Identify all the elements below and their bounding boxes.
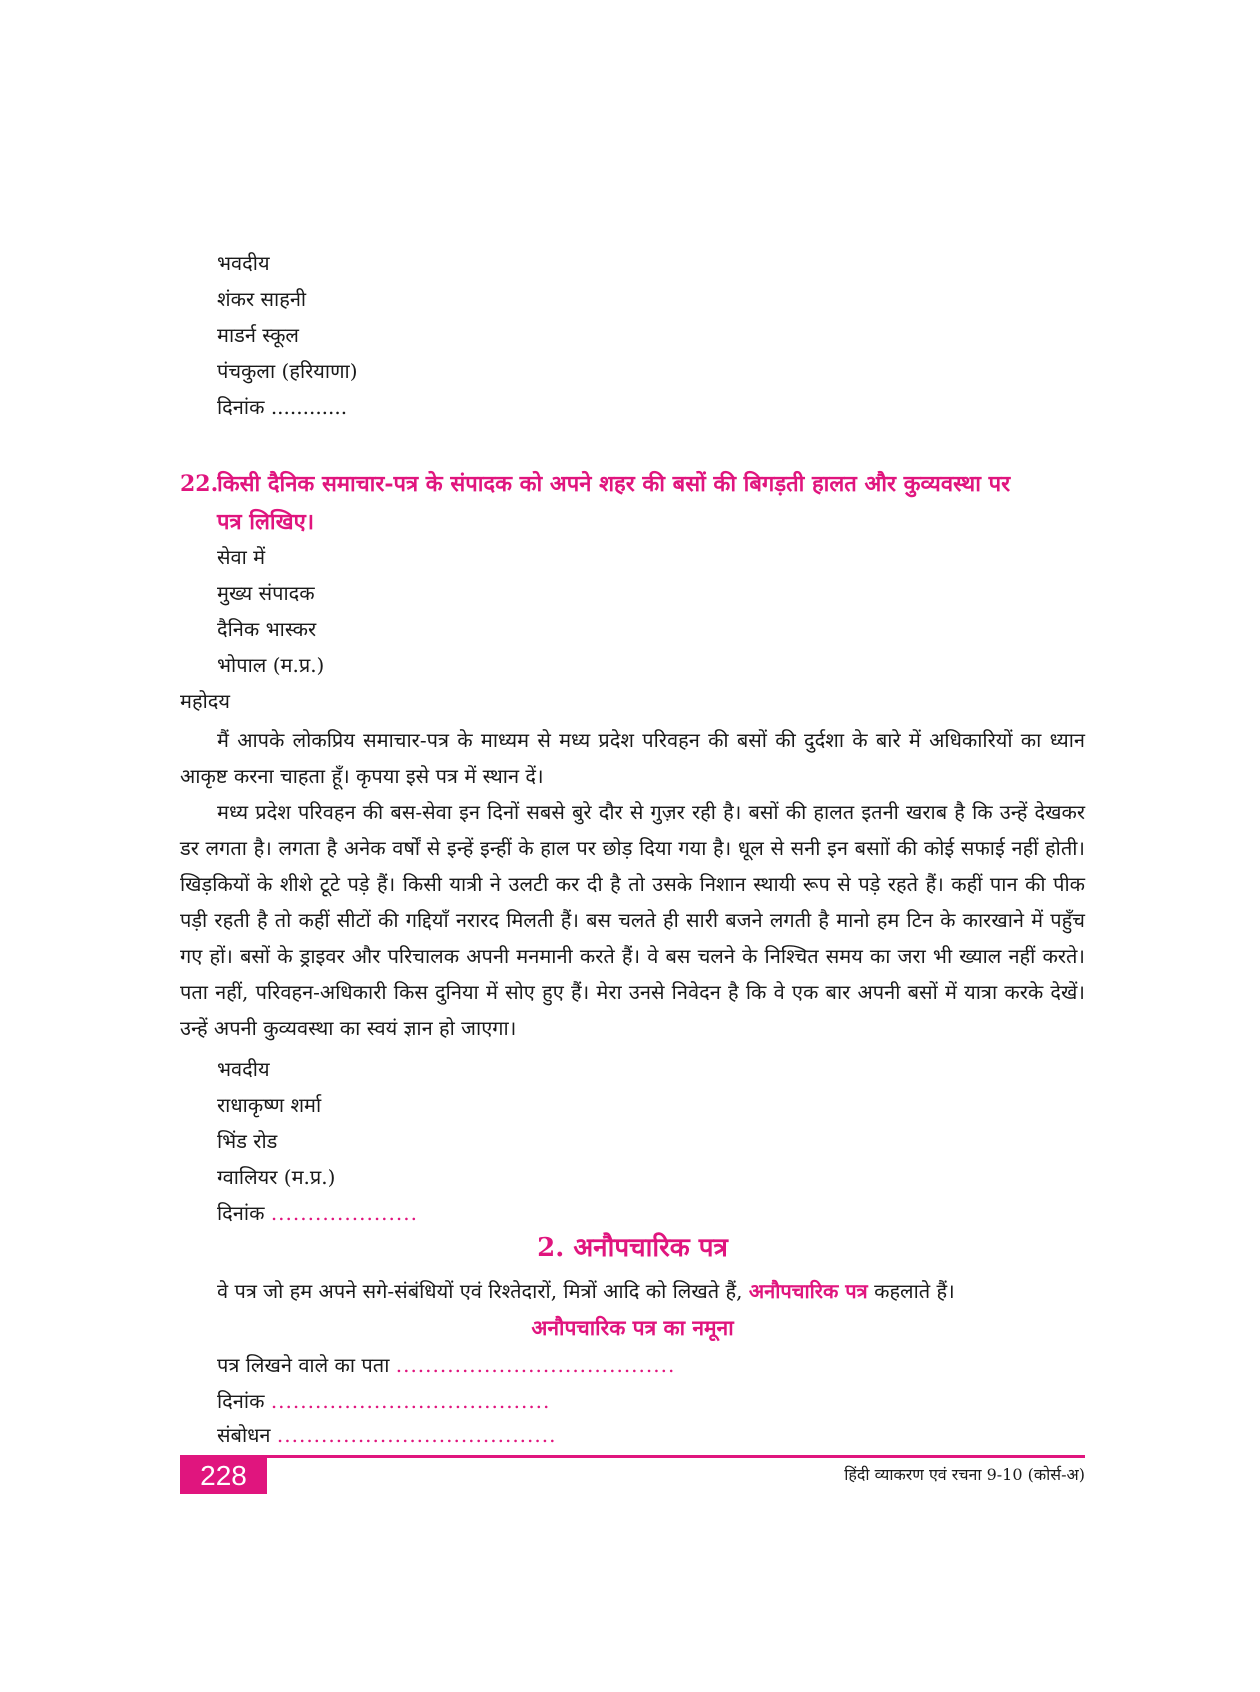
address-city: भोपाल (म.प्र.) [217,653,325,677]
question-text-line-2: पत्र लिखिए। [217,509,315,535]
sender-name: शंकर साहनी [217,287,307,311]
salutation: महोदय [180,689,230,713]
section-heading: 2. अनौपचारिक पत्र [537,1233,728,1263]
template-date-dots: ...................................... [270,1389,551,1413]
section-intro [217,1276,955,1306]
sender-street-2: भिंड रोड [217,1129,278,1153]
template-date-label: दिनांक [217,1389,265,1413]
sign-off-2: भवदीय [217,1057,270,1081]
question-number: 22. [180,471,219,497]
template-greeting-dots: ...................................... [276,1423,557,1447]
sender-city-2: ग्वालियर (म.प्र.) [217,1165,336,1189]
template-greeting-label: संबोधन [217,1423,271,1447]
footer-rule [180,1455,1085,1458]
date-line [217,392,347,422]
template-address-label: पत्र लिखने वाले का पता [217,1353,390,1377]
intro-text-before: वे पत्र जो हम अपने सगे-संबंधियों एवं रिश्तेदारों, मित्रों आदि को लिखते हैं, [217,1279,743,1303]
date-line-2 [217,1198,418,1228]
page-number: 228 [180,1458,267,1494]
template-address-line [217,1350,675,1380]
address-recipient: मुख्य संपादक [217,581,315,605]
template-address-dots: ...................................... [395,1353,676,1377]
date-dots: ............ [270,395,348,419]
body-paragraph-2: मध्य प्रदेश परिवहन की बस-सेवा इन दिनों सबसे बुरे दौर से गुज़र रही है। बसों की हालत इतनी खराब है कि उन्हें देखकर डर लगता है। लगता है अनेक वर्षों से इन्हें इन्हीं के हाल पर छोड़ दिया गया है। धूल से सनी इन बसाों की कोई सफाई नहीं होती। खिड़कियों के शीशे टूटे पड़े हैं। किसी यात्री ने उलटी कर दी है तो उसके निशान स्थायी रूप से पड़े रहते हैं। कहीं पान की पीक पड़ी रहती है तो कहीं सीटों की गद्दियाँ नरारद मिलती हैं। बस चलते ही सारी बजने लगती है मानो हम टिन के कारखाने में पहुँच गए हों। बसों के ड्राइवर और परिचालक अपनी मनमानी करते हैं। वे बस चलने के निश्चित समय का जरा भी ख्याल नहीं करते। पता नहीं, परिवहन-अधिकारी किस दुनिया में सोए हुए हैं। मेरा उनसे निवेदन है कि वे एक बार अपनी बसों में यात्रा करके देखें। उन्हें अपनी कुव्यवस्था का स्वयं ज्ञान हो जाएगा। [180,800,1085,1040]
intro-text-after: कहलाते हैं। [874,1279,955,1303]
body-paragraph-1: मैं आपके लोकप्रिय समाचार-पत्र के माध्यम से मध्य प्रदेश परिवहन की बसों की दुर्दशा के बारे में अधिकारियों का ध्यान आकृष्ट करना चाहता हूँ। कृपया इसे पत्र में स्थान दें। [180,728,1085,788]
question-text-line-1: किसी दैनिक समाचार-पत्र के संपादक को अपने शहर की बसों की बिगड़ती हालत और कुव्यवस्था पर [217,471,1011,497]
intro-highlight: अनौपचारिक पत्र [748,1279,868,1303]
sender-name-2: राधाकृष्ण शर्मा [217,1093,322,1117]
date-label: दिनांक [217,395,265,419]
book-title: हिंदी व्याकरण एवं रचना 9-10 (कोर्स-अ) [844,1465,1085,1484]
address-paper: दैनिक भास्कर [217,617,317,641]
sign-off: भवदीय [217,251,270,275]
sample-subheading: अनौपचारिक पत्र का नमूना [531,1315,734,1340]
date-dots-2: .................... [270,1201,418,1225]
sender-place: पंचकुला (हरियाणा) [217,359,358,383]
sender-school: माडर्न स्कूल [217,323,299,347]
template-greeting-line [217,1420,556,1450]
address-to: सेवा में [217,545,266,569]
date-label-2: दिनांक [217,1201,265,1225]
template-date-line [217,1386,550,1416]
